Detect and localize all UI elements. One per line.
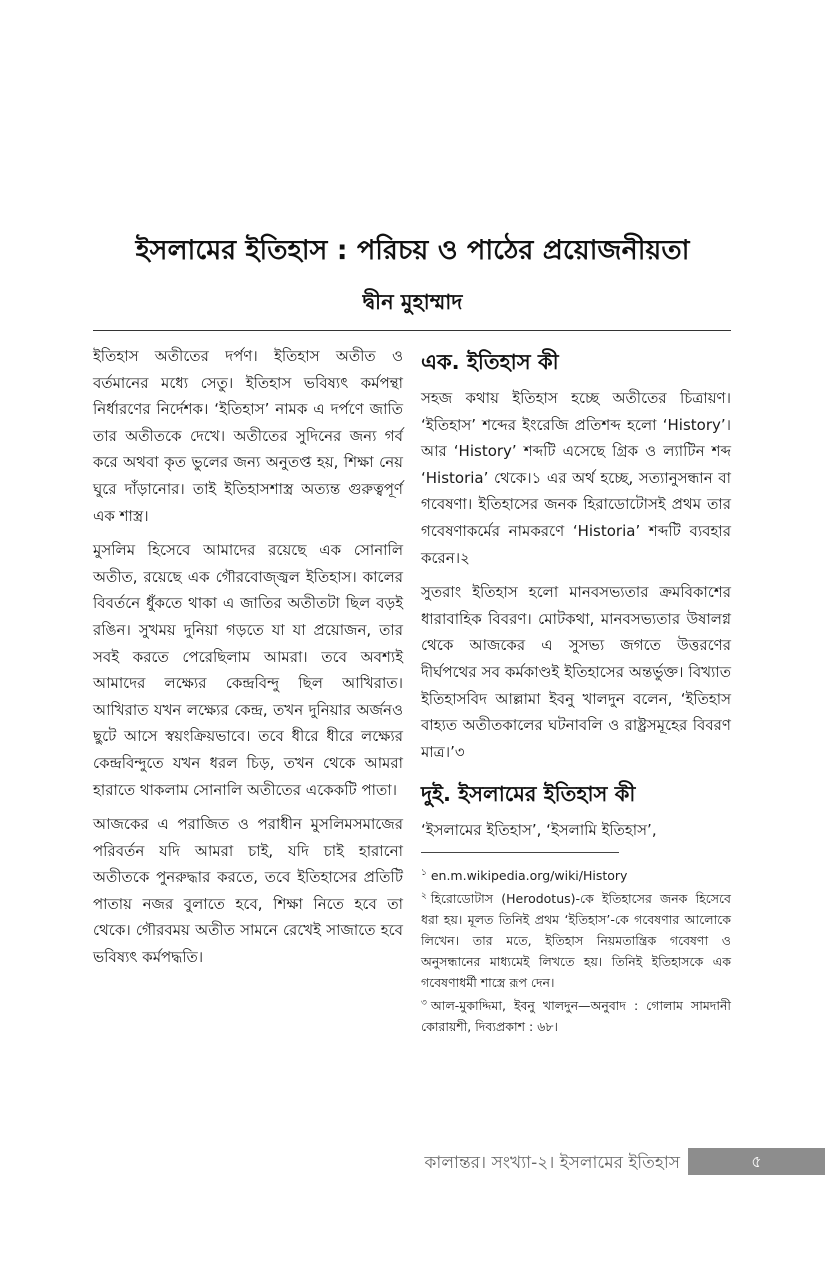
footnote-text: হিরোডোটাস (Herodotus)-কে ইতিহাসের জনক হিসেবে ধরা হয়। মূলত তিনিই প্রথম ‘ইতিহাস’-কে গবেষণার আলোকে লিখেন। তার মতে, ইতিহাস নিয়মতান্ত্রিক গবেষণা ও অনুসন্ধানের মাধ্যমেই লিখতে হয়। তিনিই ইতিহাসকে এক গবেষণাধর্মী শাস্ত্রে রূপ দেন। <box>421 891 731 991</box>
body-paragraph: মুসলিম হিসেবে আমাদের রয়েছে এক সোনালি অতীত, রয়েছে এক গৌরবোজ্জ্বল ইতিহাস। কালের বিবর্তনে ধুঁকতে থাকা এ জাতির অতীতটা ছিল বড়ই রঙিন। সুখময় দুনিয়া গড়তে যা যা প্রয়োজন, তার সবই করতে পেরেছিলাম আমরা। তবে অবশ্যই আমাদের লক্ষ্যের কেন্দ্রবিন্দু ছিল আখিরাত। আখিরাত যখন লক্ষ্যের কেন্দ্র, তখন দুনিয়ার অর্জনও ছুটে আসে স্বয়ংক্রিয়ভাবে। তবে ধীরে ধীরে লক্ষ্যের কেন্দ্রবিন্দুতে যখন ধরল চিড়, তখন থেকে আমরা হারাতে থাকলাম সোনালি অতীতের একেকটি পাতা। <box>93 541 403 799</box>
left-column <box>93 343 403 979</box>
body-paragraph: সুতরাং ইতিহাস হলো মানবসভ্যতার ক্রমবিকাশের ধারাবাহিক বিবরণ। মোটকথা, মানবসভ্যতার উষালগ্ন থেকে আজকের এ সুসভ্য জগতে উত্তরণের দীর্ঘপথের সব কর্মকাণ্ডই ইতিহাসের অন্তর্ভুক্ত। বিখ্যাত ইতিহাসবিদ আল্লামা ইবনু খালদুন বলেন, ‘ইতিহাস বাহ্যত অতীতকালের ঘটনাবলি ও রাষ্ট্রসমূহের বিবরণ মাত্র।’৩ <box>421 583 731 761</box>
body-paragraph: আজকের এ পরাজিত ও পরাধীন মুসলিমসমাজের পরিবর্তন যদি আমরা চাই, যদি চাই হারানো অতীতকে পুনরুদ্ধার করতে, তবে ইতিহাসের প্রতিটি পাতায় নজর বুলাতে হবে, শিক্ষা নিতে হবে তা থেকে। গৌরবময় অতীত সামনে রেখেই সাজাতে হবে ভবিষ্যৎ কর্মপদ্ধতি। <box>93 815 403 967</box>
section-heading-what-is-history: এক. ইতিহাস কী <box>421 350 559 374</box>
footnotes <box>421 863 731 1037</box>
article-title: ইসলামের ইতিহাস : পরিচয় ও পাঠের প্রয়োজনীয়তা <box>135 235 690 266</box>
footnote-3 <box>421 993 731 1037</box>
body-paragraph: ‘ইসলামের ইতিহাস’, ‘ইসলামি ইতিহাস’, <box>421 821 657 840</box>
title-divider <box>93 330 731 331</box>
page-number: ৫ <box>688 1148 825 1175</box>
footnote-text: আল-মুকাদ্দিমা, ইবনু খালদুন—অনুবাদ : গোলাম সামদানী কোরায়শী, দিব্যপ্রকাশ : ৬৮। <box>421 998 731 1035</box>
section-heading-islamic-history: দুই. ইসলামের ইতিহাস কী <box>421 782 636 807</box>
footnote-marker: ২ <box>421 891 427 902</box>
footnote-link[interactable]: en.m.wikipedia.org/wiki/History <box>430 868 628 884</box>
body-paragraph: ইতিহাস অতীতের দর্পণ। ইতিহাস অতীত ও বর্তমানের মধ্যে সেতু। ইতিহাস ভবিষ্যৎ কর্মপন্থা নির্ধারণের নির্দেশক। ‘ইতিহাস’ নামক এ দর্পণে জাতি তার অতীতকে দেখে। অতীতের সুদিনের জন্য গর্ব করে অথবা কৃত ভুলের জন্য অনুতপ্ত হয়, শিক্ষা নেয় ঘুরে দাঁড়ানোর। তাই ইতিহাসশাস্ত্র অত্যন্ত গুরুত্বপূর্ণ এক শাস্ত্র। <box>93 347 403 525</box>
footnote-1 <box>421 863 731 886</box>
footnote-2 <box>421 886 731 993</box>
right-column <box>421 343 731 1037</box>
footnote-marker: ৩ <box>421 998 427 1009</box>
article-author: দ্বীন মুহাম্মাদ <box>362 290 463 314</box>
footnote-marker: ১ <box>421 867 427 878</box>
body-paragraph: সহজ কথায় ইতিহাস হচ্ছে অতীতের চিত্রায়ণ। ‘ইতিহাস’ শব্দের ইংরেজি প্রতিশব্দ হলো ‘History’। আর ‘History’ শব্দটি এসেছে গ্রিক ও ল্যাটিন শব্দ ‘Historia’ থেকে।১ এর অর্থ হচ্ছে, সত্যানুসন্ধান বা গবেষণা। ইতিহাসের জনক হিরাডোটোসই প্রথম তার গবেষণাকর্মের নামকরণে ‘Historia’ শব্দটি ব্যবহার করেন।২ <box>421 389 731 567</box>
running-footer: কালান্তর। সংখ্যা-২। ইসলামের ইতিহাস <box>424 1153 680 1173</box>
footnote-divider <box>421 852 619 853</box>
